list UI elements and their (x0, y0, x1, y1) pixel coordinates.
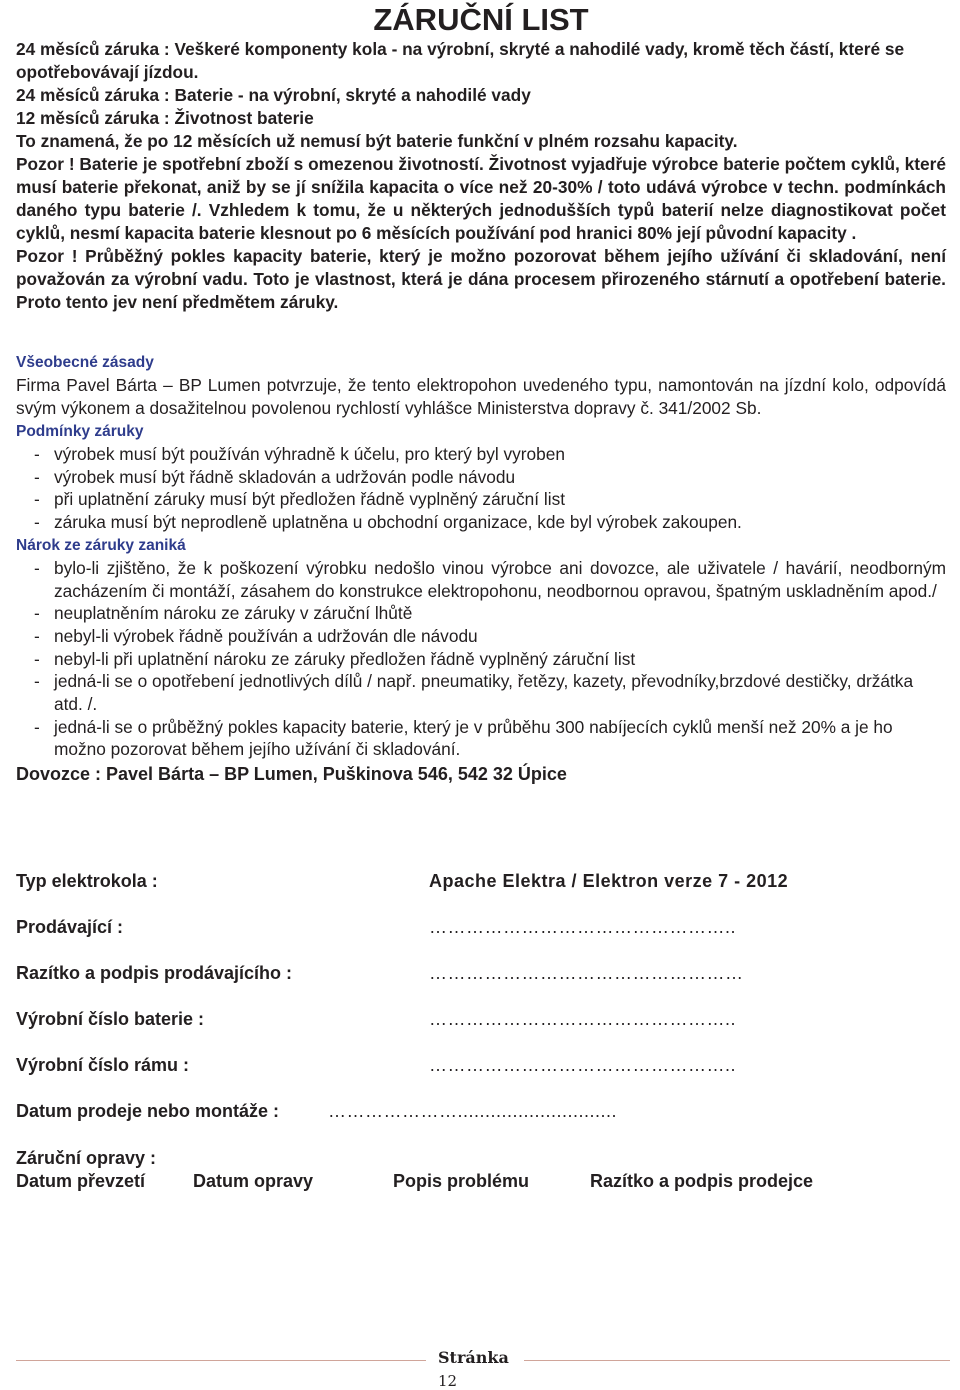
seller-label: Prodávající : (16, 917, 124, 937)
warranty-battery-life: 12 měsíců záruka : Životnost baterie (16, 108, 314, 128)
frame-label: Výrobní číslo rámu : (16, 1055, 190, 1075)
repairs-label: Záruční opravy : (16, 1148, 157, 1168)
frame-row (16, 1052, 946, 1078)
document-page (16, 0, 946, 805)
list-item: - výrobek musí být používán výhradně k účelu, pro který byl vyroben (34, 444, 566, 464)
warranty-explanation: To znamená, že po 12 měsících už nemusí být baterie funkční v plném rozsahu kapacity. (16, 131, 738, 151)
list-item: - záruka musí být neprodleně uplatněna u obchodní organizace, kde byl výrobek zakoupen. (34, 512, 742, 533)
frame-number-field[interactable]: ………………………………………….. (429, 1055, 737, 1075)
column-repair-date: Datum opravy (193, 1171, 314, 1191)
battery-label: Výrobní číslo baterie : (16, 1009, 205, 1029)
column-date-received: Datum převzetí (16, 1171, 146, 1191)
general-heading: Všeobecné zásady (16, 354, 154, 371)
type-label: Typ elektrokola : (16, 871, 158, 891)
general-text: Firma Pavel Bárta – BP Lumen potvrzuje, že tento elektropohon uvedeného typu, namontován na jízdní kolo, odpovídá svým výkonem a dosažitelnou povolenou rychlostí vyhlášce Ministerstva dopravy č. 341/2002 Sb. (16, 375, 946, 418)
warning-battery-consumable: Pozor ! Baterie je spotřební zboží s omezenou životností. Životnost vyjadřuje výrobce baterie počtem cyklů, které musí baterie překonat, aniž by se jí snížila kapacita o více než 20-30% / toto udává výrobce v techn. podmínkách daného typu baterie /. Vzhledem k tomu, že u některých jednodušších typů baterií nelze diagnostikovat počet cyklů, nesmí kapacita baterie klesnout po 6 měsících používání pod hranici 80% její původní kapacity . (16, 154, 946, 243)
column-problem-description: Popis problému (393, 1171, 530, 1191)
seller-row (16, 914, 946, 940)
list-item: - bylo-li zjištěno, že k poškození výrobku nedošlo vinou výrobce ani dovozce, ale uživatele / havárií, neodborným zacházením či montáží, zásahem do konstrukce elektropohonu, neodbornou opravou, špatným uskladněním apod./ (34, 557, 946, 601)
column-seller-stamp: Razítko a podpis prodejce (590, 1171, 814, 1191)
conditions-heading: Podmínky záruky (16, 423, 144, 440)
footer-rule-right (524, 1360, 950, 1361)
page-label: Stránka (438, 1348, 509, 1367)
list-item: - výrobek musí být řádně skladován a udržován podle návodu (34, 466, 516, 487)
warning-capacity-decline: Pozor ! Průběžný pokles kapacity baterie, který je možno pozorovat během jejího užívání či skladování, není považován za výrobní vadu. Toto je vlastnost, která je dána procesem přirozeného stárnutí a opotřebení baterie. Proto tento jev není předmětem záruky. (16, 246, 946, 312)
type-row (16, 868, 946, 894)
date-row (16, 1098, 946, 1124)
battery-row (16, 1006, 946, 1032)
document-title: ZÁRUČNÍ LIST (373, 2, 589, 37)
list-item: - jedná-li se o průběžný pokles kapacity baterie, který je v průběhu 300 nabíjecích cyklů menší než 20% a je ho možno pozorovat během jejího užívání či skladování. (34, 716, 893, 760)
warranty-components: 24 měsíců záruka : Veškeré komponenty kola - na výrobní, skryté a nahodilé vady, kromě těch částí, které se opotřebovávají jízdou. (16, 39, 905, 82)
void-heading: Nárok ze záruky zaniká (16, 536, 186, 554)
battery-number-field[interactable]: ………………………………………….. (429, 1009, 737, 1029)
page-number: 12 (438, 1372, 458, 1390)
stamp-row (16, 960, 946, 986)
void-list (16, 557, 946, 761)
date-field[interactable]: …………………............................. (328, 1101, 618, 1121)
list-item: - při uplatnění záruky musí být předložen řádně vyplněný záruční list (34, 489, 566, 510)
type-value: Apache Elektra / Elektron verze 7 - 2012 (429, 871, 789, 891)
list-item: - nebyl-li při uplatnění nároku ze záruky předložen řádně vyplněný záruční list (34, 648, 636, 669)
stamp-label: Razítko a podpis prodávajícího : (16, 963, 293, 983)
date-label: Datum prodeje nebo montáže : (16, 1101, 280, 1121)
conditions-list (16, 443, 946, 534)
list-item: - neuplatněním nároku ze záruky v záruční lhůtě (34, 603, 413, 624)
stamp-field[interactable]: …………………………………………… (429, 963, 744, 983)
footer-rule-left (16, 1360, 426, 1361)
warranty-battery: 24 měsíců záruka : Baterie - na výrobní, skryté a nahodilé vady (16, 85, 531, 105)
importer-line: Dovozce : Pavel Bárta – BP Lumen, Puškinova 546, 542 32 Úpice (16, 764, 567, 785)
repairs-columns (16, 1168, 946, 1194)
list-item: - nebyl-li výrobek řádně používán a udržován dle návodu (34, 625, 478, 646)
seller-field[interactable]: ………………………………………….. (429, 917, 737, 937)
list-item: - jedná-li se o opotřebení jednotlivých dílů / např. pneumatiky, řetězy, kazety, převodníky,brzdové destičky, držátka atd. /. (34, 671, 914, 715)
